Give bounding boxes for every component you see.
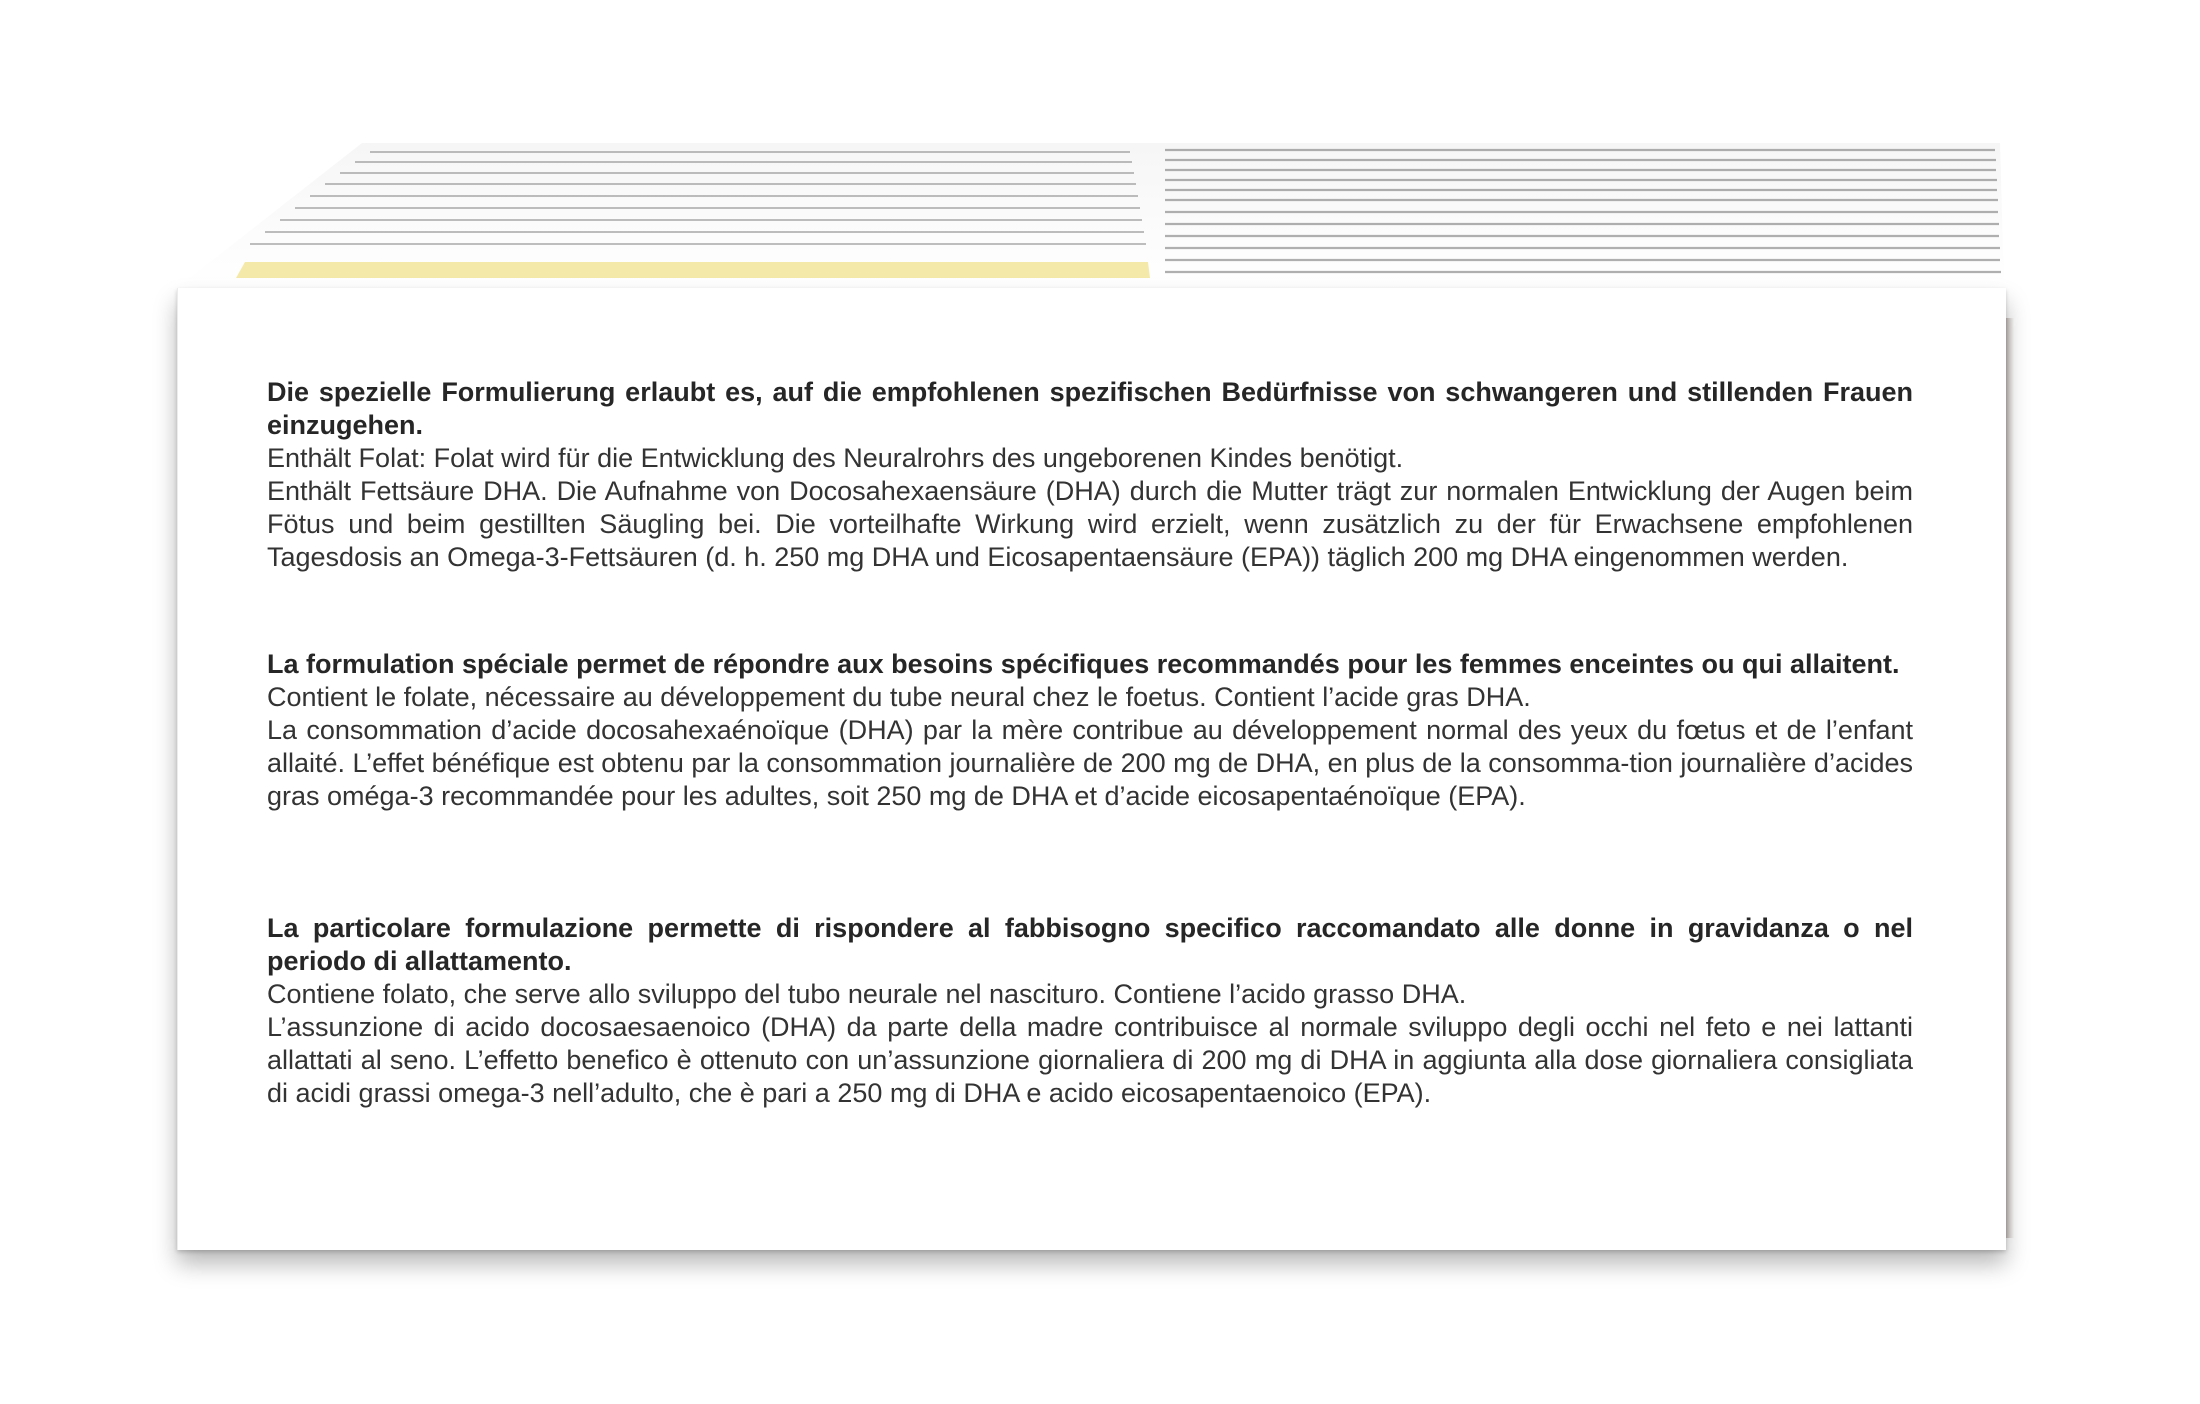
italian-text-block [267, 912, 1913, 1110]
french-text-block [267, 648, 1913, 813]
german-folate-text: Enthält Folat: Folat wird für die Entwicklung des Neuralrohrs des ungeborenen Kindes benötigt. [267, 443, 1404, 473]
french-folate-text: Contient le folate, nécessaire au développement du tube neural chez le foetus. Contient l’acide gras DHA. [267, 682, 1531, 712]
french-dha-text: La consommation d’acide docosahexaénoïque (DHA) par la mère contribue au développement normal des yeux du fœtus et de l’enfant allaité. L’effet bénéfique est obtenu par la consommation journalière de 200 mg de DHA, en plus de la consomma-tion journalière d’acides gras oméga-3 recommandée pour les adultes, soit 250 mg de DHA et d’acide eicosapentaénoïque (EPA). [267, 715, 1913, 811]
box-top-face [0, 0, 2200, 300]
french-heading: La formulation spéciale permet de répondre aux besoins spécifiques recommandés pour les femmes enceintes ou qui allaitent. [267, 649, 1900, 679]
german-heading: Die spezielle Formulierung erlaubt es, auf die empfohlenen spezifischen Bedürfnisse von schwangeren und stillenden Frauen einzugehen. [267, 377, 1913, 440]
italian-folate-text: Contiene folato, che serve allo sviluppo del tubo neurale nel nascituro. Contiene l’acido grasso DHA. [267, 979, 1467, 1009]
box-front-panel [177, 288, 2006, 1250]
box-top-face-graphic [0, 0, 2200, 300]
highlight-band [236, 262, 1150, 278]
german-text-block [267, 376, 1913, 574]
italian-heading: La particolare formulazione permette di rispondere al fabbisogno specifico raccomandato alle donne in gravidanza o nel periodo di allattamento. [267, 913, 1913, 976]
italian-dha-text: L’assunzione di acido docosaesaenoico (DHA) da parte della madre contribuisce al normale sviluppo degli occhi nel feto e nei lattanti allattati al seno. L’effetto benefico è ottenuto con un’assunzione giornaliera di 200 mg di DHA in aggiunta alla dose giornaliera consigliata di acidi grassi omega-3 nell’adulto, che è pari a 250 mg di DHA e acido eicosapentaenoico (EPA). [267, 1012, 1913, 1108]
german-dha-text: Enthält Fettsäure DHA. Die Aufnahme von Docosahexaensäure (DHA) durch die Mutter trägt zur normalen Entwicklung der Augen beim Fötus und beim gestillten Säugling bei. Die vorteilhafte Wirkung wird erzielt, wenn zusätzlich zu der für Erwachsene empfohlenen Tagesdosis an Omega-3-Fettsäuren (d. h. 250 mg DHA und Eicosapentaensäure (EPA)) täglich 200 mg DHA eingenommen werden. [267, 476, 1913, 572]
